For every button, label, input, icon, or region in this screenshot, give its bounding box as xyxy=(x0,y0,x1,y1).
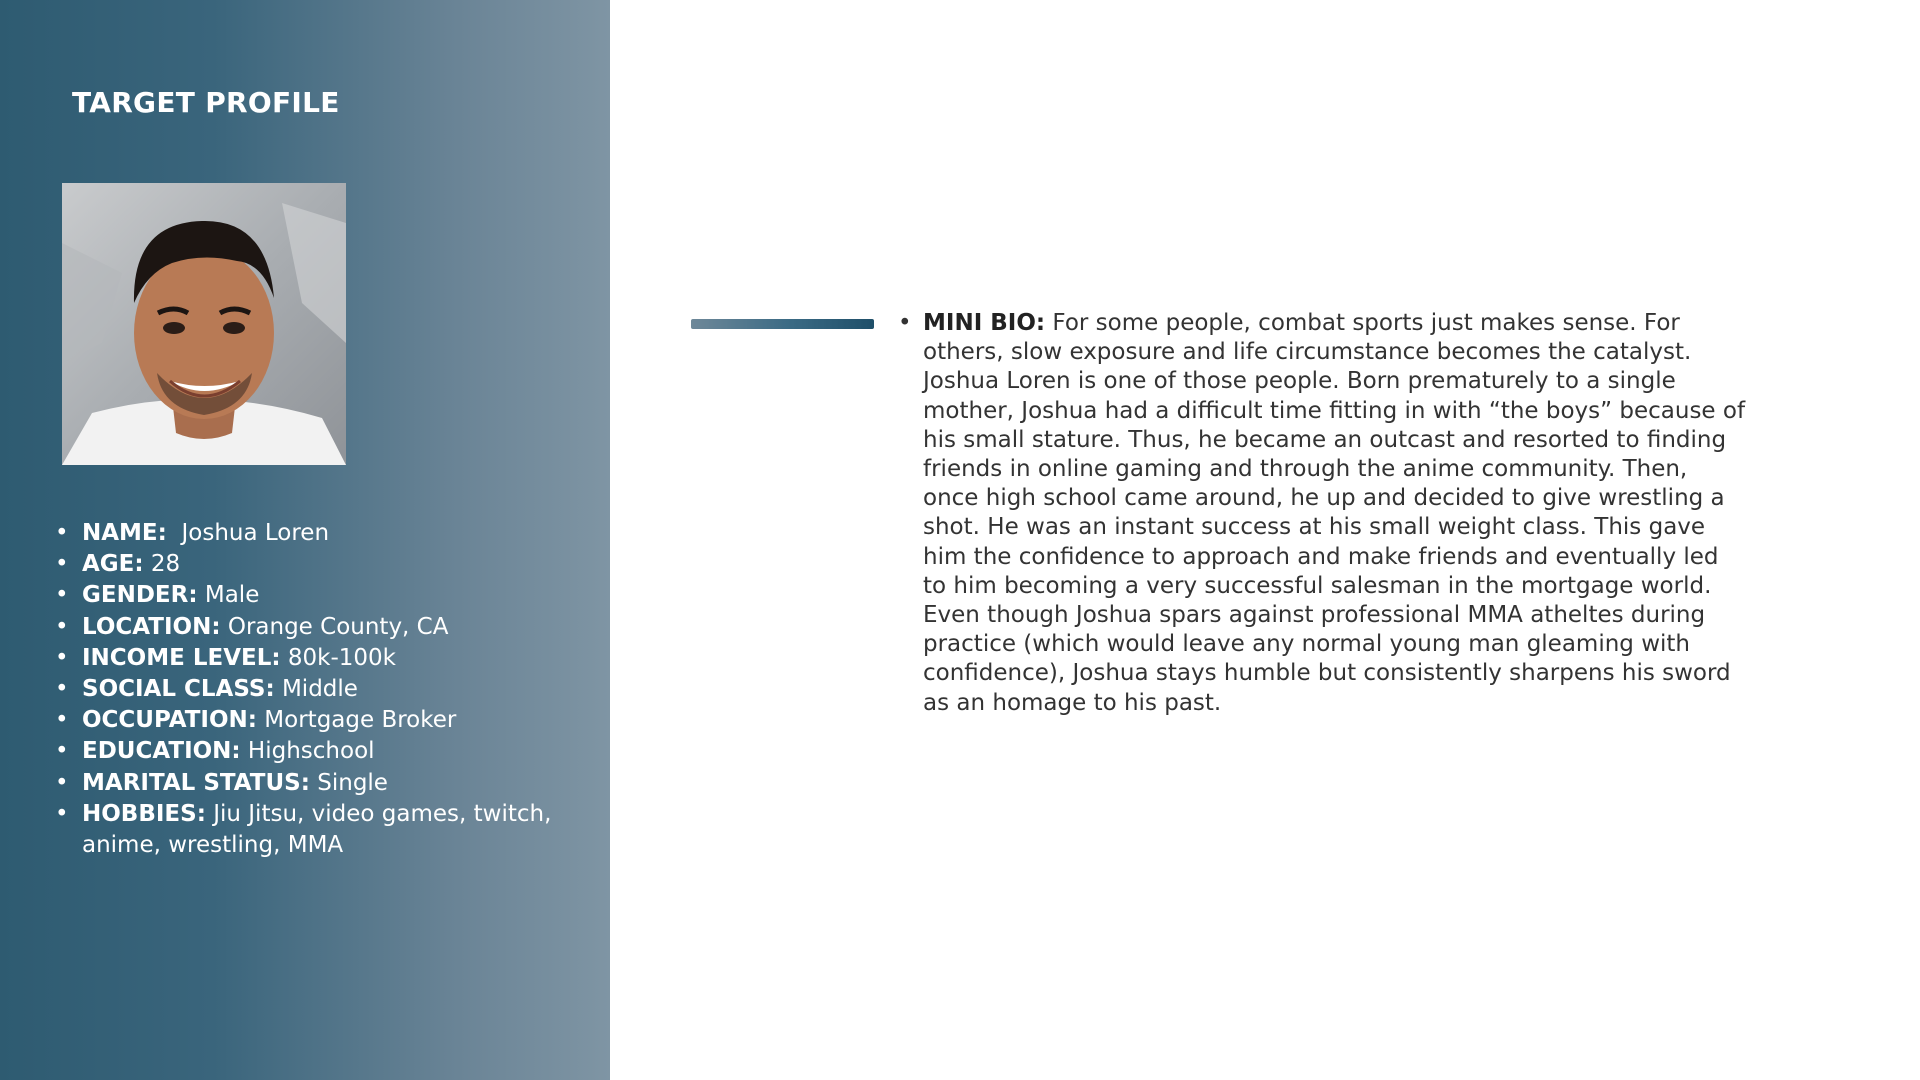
bullet-icon: • xyxy=(55,738,69,765)
bullet-icon: • xyxy=(898,310,912,336)
portrait-image xyxy=(62,183,346,465)
profile-value: Orange County, CA xyxy=(220,613,449,640)
profile-item-social-class xyxy=(50,674,590,705)
profile-value: Joshua Loren xyxy=(166,520,330,546)
profile-photo xyxy=(62,183,346,465)
profile-item-hobbies xyxy=(50,799,590,861)
mini-bio-text: For some people, combat sports just makes sense. For others, slow exposure and life circumstance becomes the catalyst. Joshua Loren is one of those people. Born prematurely to a single mother, Joshua had a difficult time fitting in with “the boys” because of his small stature. Thus, he became an outcast and resorted to finding friends in online gaming and through the anime community. Then, once high school came around, he up and decided to give wrestling a shot. He was an instant success at his small weight class. This gave him the confidence to approach and make friends and eventually led to him becoming a very successful salesman in the mortgage world. Even though Joshua spars against professional MMA atheltes during practice (which would leave any normal young man gleaming with confidence), Joshua stays humble but consistently sharpens his sword as an homage to his past. xyxy=(923,310,1746,716)
accent-divider xyxy=(691,319,874,329)
profile-details-list xyxy=(50,518,590,861)
profile-value: Male xyxy=(197,582,260,609)
profile-item-occupation xyxy=(50,705,590,736)
profile-label: GENDER: xyxy=(82,582,198,609)
bullet-icon: • xyxy=(55,582,69,609)
profile-value: Jiu Jitsu, video games, twitch, anime, wrestling, MMA xyxy=(82,800,559,859)
profile-value: Middle xyxy=(274,676,358,703)
profile-label: MARITAL STATUS: xyxy=(82,769,310,796)
profile-label: SOCIAL CLASS: xyxy=(82,676,275,703)
profile-item-location xyxy=(50,612,590,643)
profile-label: NAME: xyxy=(82,520,167,546)
profile-label: HOBBIES: xyxy=(82,800,206,827)
profile-label: LOCATION: xyxy=(82,613,221,640)
profile-label: OCCUPATION: xyxy=(82,707,257,734)
profile-item-age xyxy=(50,549,590,580)
bullet-icon: • xyxy=(55,613,69,640)
bullet-icon: • xyxy=(55,644,69,671)
mini-bio-paragraph xyxy=(923,309,1748,718)
profile-item-gender xyxy=(50,580,590,611)
bullet-icon: • xyxy=(55,551,69,578)
bullet-icon: • xyxy=(55,707,69,734)
mini-bio-label: MINI BIO: xyxy=(923,310,1046,336)
profile-value: 80k-100k xyxy=(280,644,396,671)
profile-item-income xyxy=(50,643,590,674)
profile-item-education xyxy=(50,736,590,767)
mini-bio xyxy=(898,309,1748,718)
bullet-icon: • xyxy=(55,800,69,827)
profile-value: Mortgage Broker xyxy=(257,707,457,734)
bullet-icon: • xyxy=(55,520,69,546)
bullet-icon: • xyxy=(55,676,69,703)
bullet-icon: • xyxy=(55,769,69,796)
profile-sidebar xyxy=(0,0,610,1080)
profile-value: Single xyxy=(309,769,388,796)
profile-item-name xyxy=(50,518,590,549)
profile-label: INCOME LEVEL: xyxy=(82,644,281,671)
profile-label: AGE: xyxy=(82,551,144,578)
profile-value: Highschool xyxy=(240,738,375,765)
profile-value: 28 xyxy=(143,551,181,578)
page-title: TARGET PROFILE xyxy=(72,86,340,119)
profile-item-marital-status xyxy=(50,768,590,799)
profile-label: EDUCATION: xyxy=(82,738,241,765)
